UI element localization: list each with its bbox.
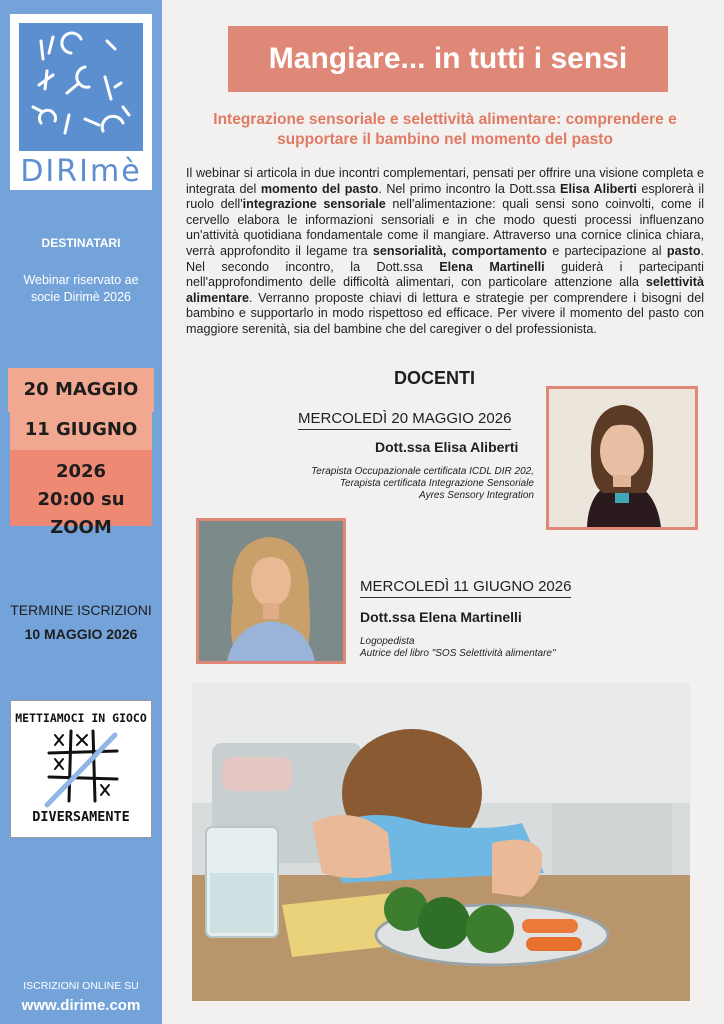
termine-date: 10 MAGGIO 2026 xyxy=(24,626,138,642)
logo-graphic xyxy=(19,23,143,151)
docente1-role: Terapista Occupazionale certificata ICDL DIR 202, Terapista certificata Integrazione Sensoriale Ayres Sensory Integration xyxy=(311,466,534,501)
date-time: 20:00 su ZOOM xyxy=(37,489,125,538)
docente1-date: MERCOLEDÌ 20 MAGGIO 2026 xyxy=(298,410,511,430)
date-year: 2026 xyxy=(55,461,107,482)
docente2-photo xyxy=(196,518,346,664)
iscrizioni-label: ISCRIZIONI ONLINE SU xyxy=(23,980,139,992)
docenti-heading: DOCENTI xyxy=(394,368,475,388)
destinatari-heading: DESTINATARI xyxy=(41,236,121,250)
logo-text: DIRImè xyxy=(20,154,142,189)
docente1-name: Dott.ssa Elisa Aliberti xyxy=(375,439,519,455)
logo2-top-text: METTIAMOCI IN GIOCO xyxy=(15,711,147,725)
date-year-time xyxy=(10,450,152,538)
docente2-date: MERCOLEDÌ 11 GIUGNO 2026 xyxy=(360,578,571,598)
child-meal-photo xyxy=(192,683,690,1001)
docente2-name: Dott.ssa Elena Martinelli xyxy=(360,609,522,625)
diversamente-logo xyxy=(10,700,152,838)
logo2-bottom-text: DIVERSAMENTE xyxy=(32,809,130,825)
website-link[interactable]: www.dirime.com xyxy=(21,997,141,1014)
description-paragraph: Il webinar si articola in due incontri complementari, pensati per offrire una visione completa e integrata del momento del pasto. Nel primo incontro la Dott.ssa Elisa Aliberti esplorerà il ruolo dell'integrazione sensoriale nell'alimentazione: quali sensi sono coinvolti, come il cervello elabora le informazioni sensoriali e in che modo questi processi influenzano un'attività quotidiana fondamentale come il mangiare. Attraverso una cornice clinica chiara, verrà approfondito il legame tra sensorialità, comportamento e partecipazione al pasto. Nel secondo incontro, la Dott.ssa Elena Martinelli guiderà i partecipanti nell'approfondimento delle difficoltà alimentari, con particolare attenzione alla selettività alimentare. Verranno proposte chiavi di lettura e strategie per comprendere i bisogni del bambino e supportarlo in modo rispettoso ed efficace. Per vivere il momento del pasto con maggiore serenità, sia del bambine che del caregiver o del professionista. xyxy=(186,166,705,336)
docente1-photo xyxy=(546,386,698,530)
docente2-role: Logopedista Autrice del libro "SOS Selettività alimentare" xyxy=(360,636,556,659)
dirime-logo xyxy=(10,14,152,190)
date-may: 20 MAGGIO xyxy=(8,368,154,412)
page-subtitle: Integrazione sensoriale e selettività alimentare: comprendere e supportare il bambino nel momento del pasto xyxy=(213,111,677,148)
destinatari-text: Webinar riservato ae socie Dirimè 2026 xyxy=(23,273,139,304)
termine-label: TERMINE ISCRIZIONI xyxy=(10,602,152,618)
page-title: Mangiare... in tutti i sensi xyxy=(268,42,628,75)
date-june: 11 GIUGNO xyxy=(10,410,152,450)
